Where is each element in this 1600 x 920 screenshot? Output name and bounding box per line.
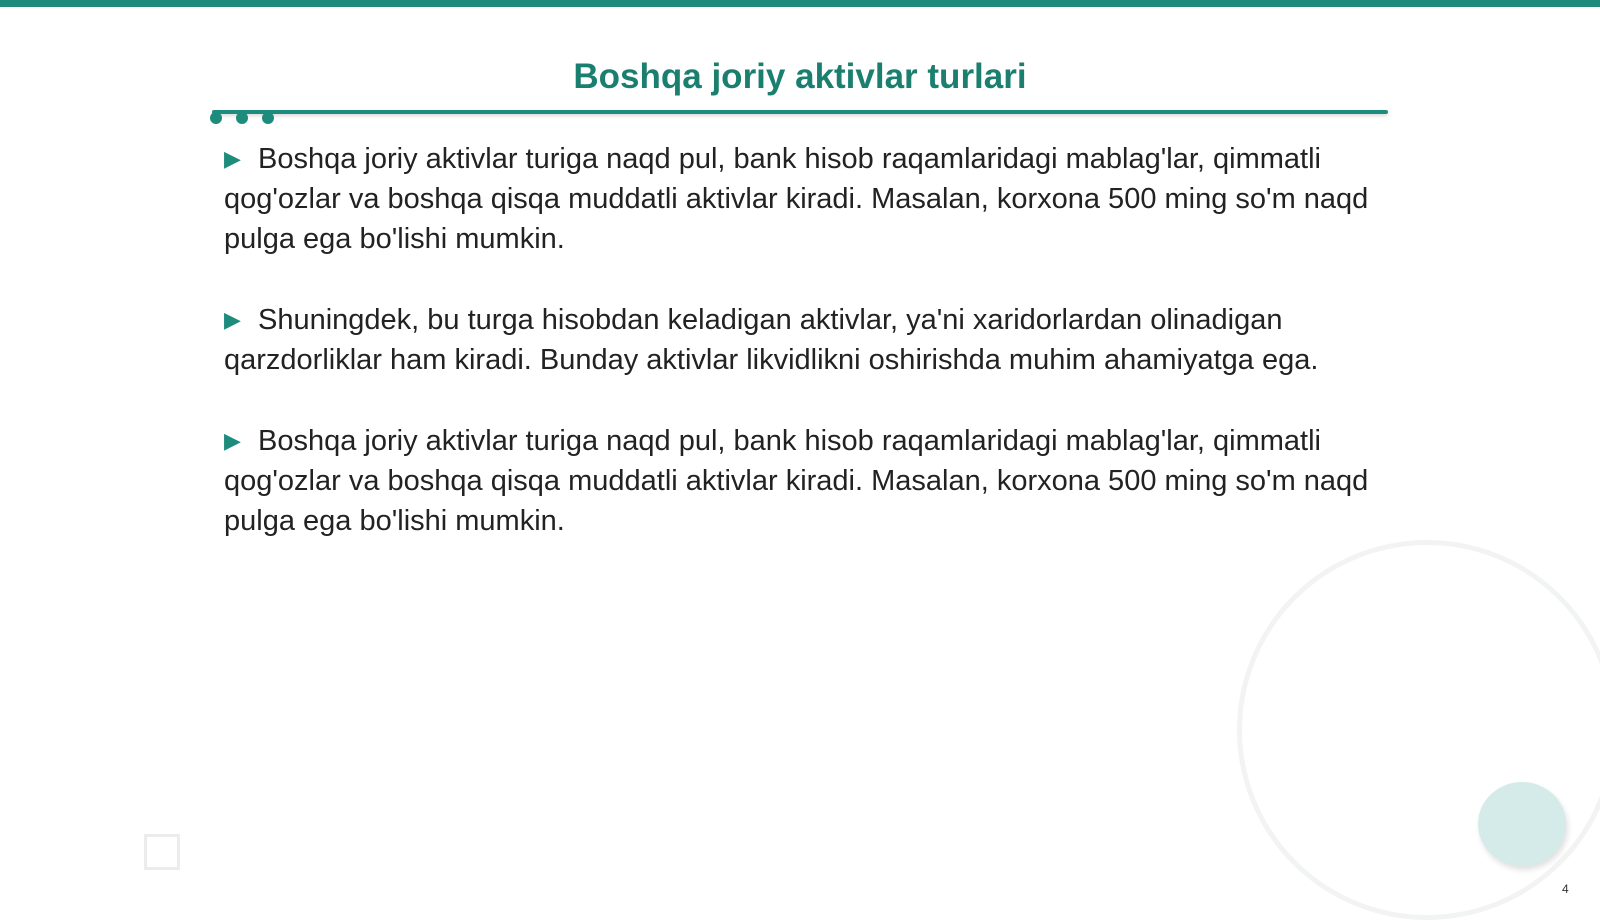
triangle-bullet-icon: ▶ (224, 307, 241, 332)
triangle-bullet-icon: ▶ (224, 428, 241, 453)
decorative-circle (1478, 782, 1566, 866)
bullet-text: Boshqa joriy aktivlar turiga naqd pul, bank hisob raqamlaridagi mablag'lar, qimmatli qog'ozlar va boshqa qisqa muddatli aktivlar kiradi. Masalan, korxona 500 ming so'm naqd pulga ega bo'lishi mumkin. (224, 143, 1369, 255)
bullet-text: Boshqa joriy aktivlar turiga naqd pul, bank hisob raqamlaridagi mablag'lar, qimmatli qog'ozlar va boshqa qisqa muddatli aktivlar kiradi. Masalan, korxona 500 ming so'm naqd pulga ega bo'lishi mumkin. (224, 425, 1369, 537)
page-number: 4 (1562, 882, 1569, 896)
underline-dot (236, 112, 248, 124)
bullet-text: Shuningdek, bu turga hisobdan keladigan aktivlar, ya'ni xaridorlardan olinadigan qarzdorliklar ham kiradi. Bunday aktivlar likvidlikni oshirishda muhim ahamiyatga ega. (224, 304, 1319, 376)
underline-dot (210, 112, 222, 124)
underline-dot (262, 112, 274, 124)
bullet-list (224, 139, 1374, 582)
bullet-item (224, 300, 1374, 380)
decorative-ring (1237, 540, 1600, 920)
triangle-bullet-icon: ▶ (224, 146, 241, 171)
slide-title: Boshqa joriy aktivlar turlari (573, 57, 1027, 96)
bullet-item (224, 139, 1374, 259)
bullet-item (224, 421, 1374, 541)
decorative-square (144, 834, 180, 870)
top-accent-bar (0, 0, 1600, 7)
title-underline (212, 110, 1388, 114)
